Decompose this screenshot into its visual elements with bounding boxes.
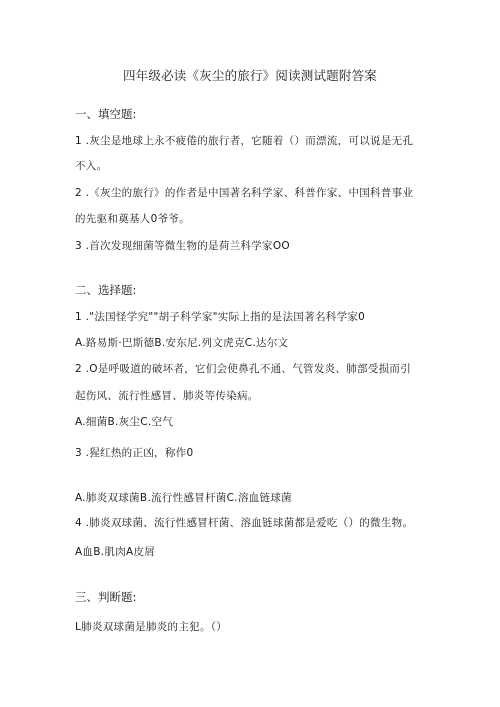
question-text: 起伤风、流行性感冒、肺炎等传染病。 — [75, 390, 259, 402]
question-text: 3 .首次发现细菌等微生物的是荷兰科学家OO — [75, 240, 290, 252]
document-title: 四年级必读《灰尘的旅行》阅读测试题附答案 — [122, 68, 377, 83]
answer-options: A.细菌B.灰尘C.空气 — [75, 416, 174, 428]
question-text: 4 .肺炎双球菌、流行性感冒杆菌、溶血链球菌都是爱吃（）的微生物。 — [75, 517, 414, 529]
answer-options: A血B.肌肉A皮屑 — [75, 546, 156, 558]
section-heading-true-false: 三、判断题: — [75, 590, 137, 604]
answer-options: A.路易斯·巴斯德B.安东尼.列文虎克C.达尔文 — [75, 337, 289, 349]
question-text: 1 ."法国怪学究""胡子科学家"实际上指的是法国著名科学家0 — [75, 311, 366, 323]
question-text: 的先驱和奠基人0爷爷。 — [75, 213, 190, 225]
question-text: 3 .猩红热的正凶，称作0 — [75, 447, 194, 459]
question-text: L肺炎双球菌是肺炎的主犯。（） — [75, 621, 228, 633]
question-text: 不入。 — [75, 160, 108, 172]
answer-options: A.肺炎双球菌B.流行性感冒杆菌C.溶血链球菌 — [75, 492, 292, 504]
question-text: 1 .灰尘是地球上永不疲倦的旅行者，它随着（）而漂流，可以说是无孔 — [75, 135, 414, 147]
section-heading-fill-in: 一、填空题: — [75, 107, 137, 121]
section-heading-multiple-choice: 二、选择题: — [75, 283, 137, 297]
question-text: 2 .《灰尘的旅行》的作者是中国著名科学家、科普作家、中国科普事业 — [75, 187, 414, 199]
question-text: 2 .O是呼吸道的破坏者，它们会使鼻孔不通、气管发炎、肺部受损而引 — [75, 363, 412, 375]
